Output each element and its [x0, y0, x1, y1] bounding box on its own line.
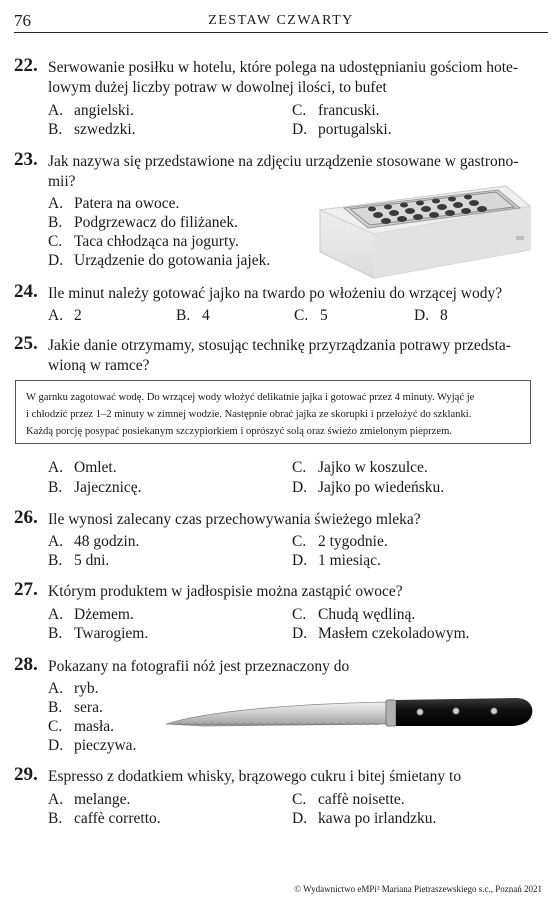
option-28-c[interactable] — [48, 718, 114, 736]
option-letter: B. — [176, 307, 191, 324]
option-22-a[interactable] — [48, 102, 134, 120]
section-title: ZESTAW CZWARTY — [208, 13, 354, 28]
option-text: ryb. — [74, 680, 99, 697]
question-text-line: Serwowanie posiłku w hotelu, które polega na udostępnianiu gościom hote- — [48, 59, 519, 76]
question-text — [48, 582, 548, 602]
question-text-line: lowym dużej liczby potraw w dowolnej ilości, to bufet — [48, 79, 387, 96]
question-text-line: Pokazany na fotografii nóż jest przeznaczony do — [48, 658, 350, 675]
option-24-b[interactable] — [176, 307, 210, 325]
option-letter: A. — [48, 102, 64, 119]
question-text — [48, 58, 548, 98]
option-letter: C. — [292, 791, 307, 808]
option-28-d[interactable] — [48, 737, 136, 755]
question-text — [48, 284, 548, 304]
question-number: 29. — [14, 764, 38, 785]
question-text — [48, 657, 548, 677]
option-text: Urządzenie do gotowania jajek. — [74, 252, 271, 269]
question-number: 25. — [14, 333, 38, 354]
option-26-d[interactable] — [292, 552, 381, 570]
option-letter: C. — [292, 533, 307, 550]
question-text — [48, 510, 548, 530]
question-number: 22. — [14, 55, 38, 76]
option-letter: C. — [48, 718, 63, 735]
question-number: 28. — [14, 654, 38, 675]
question-text-line: mii? — [48, 173, 76, 190]
option-27-d[interactable] — [292, 625, 470, 643]
option-text: szwedzki. — [74, 121, 136, 138]
option-letter: D. — [292, 121, 308, 138]
question-text — [48, 336, 548, 376]
option-29-c[interactable] — [292, 791, 405, 809]
option-text: portugalski. — [318, 121, 392, 138]
option-23-c[interactable] — [48, 233, 239, 251]
question-number: 26. — [14, 507, 38, 528]
option-text: pieczywa. — [74, 737, 137, 754]
option-letter: D. — [414, 307, 430, 324]
page-number: 76 — [14, 11, 31, 30]
question-text-line: Jakie danie otrzymamy, stosując technikę przyrządzania potrawy przedsta- — [48, 337, 511, 354]
option-24-d[interactable] — [414, 307, 448, 325]
option-letter: B. — [48, 214, 63, 231]
option-letter: B. — [48, 625, 63, 642]
option-text: 2 — [74, 307, 82, 324]
option-letter: C. — [292, 606, 307, 623]
option-29-d[interactable] — [292, 810, 436, 828]
option-28-a[interactable] — [48, 680, 99, 698]
recipe-box — [15, 380, 531, 444]
option-text: caffè corretto. — [74, 810, 161, 827]
option-text: francuski. — [318, 102, 380, 119]
option-text: 2 tygodnie. — [318, 533, 388, 550]
option-29-a[interactable] — [48, 791, 130, 809]
question-text — [48, 767, 548, 787]
option-27-b[interactable] — [48, 625, 148, 643]
recipe-line: i chłodzić przez 1–2 minuty w zimnej wodzie. Następnie obrać jajka ze skorupki i przełożyć do szklanki. — [26, 409, 472, 420]
option-letter: B. — [48, 552, 63, 569]
option-23-d[interactable] — [48, 252, 270, 270]
option-letter: D. — [292, 479, 308, 496]
question-text-line: Ile minut należy gotować jajko na twardo po włożeniu do wrzącej wody? — [48, 285, 503, 302]
option-text: Omlet. — [74, 459, 117, 476]
question-text-line: wioną w ramce? — [48, 357, 150, 374]
option-25-c[interactable] — [292, 459, 428, 477]
option-letter: B. — [48, 810, 63, 827]
option-letter: A. — [48, 459, 64, 476]
option-25-d[interactable] — [292, 479, 444, 497]
option-letter: D. — [48, 252, 64, 269]
option-text: kawa po irlandzku. — [318, 810, 437, 827]
option-text: Patera na owoce. — [74, 195, 180, 212]
egg-tray-photo — [316, 178, 534, 280]
option-letter: A. — [48, 195, 64, 212]
bread-knife-photo — [164, 690, 536, 736]
page-header — [14, 10, 548, 33]
option-24-c[interactable] — [294, 307, 328, 325]
option-letter: C. — [292, 102, 307, 119]
option-text: Twarogiem. — [74, 625, 149, 642]
option-text: 48 godzin. — [74, 533, 140, 550]
copyright-footer: © Wydawnictwo eMPi² Mariana Pietraszewskiego s.c., Poznań 2021 — [294, 884, 542, 894]
option-23-a[interactable] — [48, 195, 179, 213]
option-text: 8 — [440, 307, 448, 324]
option-letter: D. — [292, 552, 308, 569]
option-letter: D. — [48, 737, 64, 754]
option-text: Jajko w koszulce. — [318, 459, 428, 476]
option-letter: B. — [48, 699, 63, 716]
option-letter: C. — [294, 307, 309, 324]
option-text: 5 dni. — [74, 552, 110, 569]
option-text: Jajko po wiedeńsku. — [318, 479, 445, 496]
option-26-c[interactable] — [292, 533, 388, 551]
option-letter: D. — [292, 625, 308, 642]
option-22-c[interactable] — [292, 102, 380, 120]
option-text: caffè noisette. — [318, 791, 405, 808]
option-letter: B. — [48, 479, 63, 496]
question-text-line: Jak nazywa się przedstawione na zdjęciu urządzenie stosowane w gastrono- — [48, 153, 519, 170]
option-text: Podgrzewacz do filiżanek. — [74, 214, 238, 231]
option-letter: A. — [48, 533, 64, 550]
option-27-c[interactable] — [292, 606, 415, 624]
option-22-d[interactable] — [292, 121, 392, 139]
recipe-line: Każdą porcję posypać posiekanym szczypiorkiem i oprószyć solą oraz świeżo zmielonym pieprzem. — [26, 426, 452, 437]
option-letter: B. — [48, 121, 63, 138]
option-25-b[interactable] — [48, 479, 142, 497]
option-text: sera. — [74, 699, 103, 716]
option-text: Chudą wędliną. — [318, 606, 416, 623]
option-text: Jajecznicę. — [74, 479, 142, 496]
option-25-a[interactable] — [48, 459, 117, 477]
question-number: 27. — [14, 579, 38, 600]
option-28-b[interactable] — [48, 699, 103, 717]
question-text-line: Którym produktem w jadłospisie można zastąpić owoce? — [48, 583, 403, 600]
option-29-b[interactable] — [48, 810, 161, 828]
option-26-b[interactable] — [48, 552, 109, 570]
option-letter: C. — [48, 233, 63, 250]
option-24-a[interactable] — [48, 307, 82, 325]
option-text: Taca chłodząca na jogurty. — [74, 233, 239, 250]
option-text: 5 — [320, 307, 328, 324]
option-letter: A. — [48, 606, 64, 623]
option-letter: A. — [48, 307, 64, 324]
option-26-a[interactable] — [48, 533, 139, 551]
option-letter: D. — [292, 810, 308, 827]
option-letter: A. — [48, 791, 64, 808]
option-letter: C. — [292, 459, 307, 476]
question-number: 23. — [14, 149, 38, 170]
question-text-line: Ile wynosi zalecany czas przechowywania świeżego mleka? — [48, 511, 421, 528]
option-text: Dżemem. — [74, 606, 134, 623]
option-23-b[interactable] — [48, 214, 238, 232]
option-text: masła. — [74, 718, 115, 735]
recipe-line: W garnku zagotować wodę. Do wrzącej wody włożyć delikatnie jajka i gotować przez 4 minuty. Wyjąć je — [26, 392, 475, 403]
question-text-line: Espresso z dodatkiem whisky, brązowego cukru i bitej śmietany to — [48, 768, 462, 785]
option-text: melange. — [74, 791, 131, 808]
option-text: 4 — [202, 307, 210, 324]
option-22-b[interactable] — [48, 121, 136, 139]
option-27-a[interactable] — [48, 606, 134, 624]
option-text: angielski. — [74, 102, 134, 119]
question-number: 24. — [14, 281, 38, 302]
option-text: 1 miesiąc. — [318, 552, 381, 569]
option-text: Masłem czekoladowym. — [318, 625, 470, 642]
option-letter: A. — [48, 680, 64, 697]
